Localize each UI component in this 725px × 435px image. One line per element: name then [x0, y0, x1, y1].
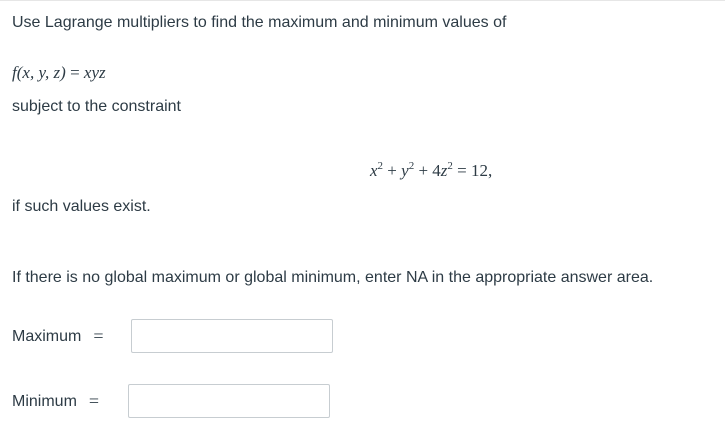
constraint-z: z	[440, 161, 448, 180]
function-equals: =	[70, 63, 80, 82]
maximum-label: Maximum	[12, 327, 82, 345]
intro-text: Use Lagrange multipliers to find the maximum and minimum values of	[12, 14, 507, 31]
function-name: f	[12, 63, 17, 82]
maximum-row	[12, 326, 104, 347]
minimum-answer-input[interactable]	[128, 384, 330, 418]
constraint-lead-text: subject to the constraint	[12, 98, 181, 115]
constraint-equals: =	[457, 161, 467, 180]
function-args: (x, y, z)	[16, 63, 66, 82]
minimum-row	[12, 391, 99, 412]
constraint-x: x	[370, 161, 378, 180]
maximum-equals: =	[93, 326, 104, 346]
constraint-y-exponent: 2	[408, 160, 415, 172]
exist-text: if such values exist.	[12, 198, 151, 215]
constraint-rhs: 12,	[471, 161, 493, 180]
constraint-plus-1: +	[387, 161, 397, 180]
maximum-answer-input[interactable]	[131, 319, 333, 353]
minimum-label: Minimum	[12, 392, 77, 410]
minimum-equals: =	[88, 391, 100, 411]
instruction-text: If there is no global maximum or global minimum, enter NA in the appropriate answer area.	[12, 269, 654, 286]
function-definition	[12, 62, 106, 84]
constraint-plus-2: +	[418, 161, 429, 180]
top-divider	[0, 0, 725, 1]
constraint-x-exponent: 2	[377, 160, 384, 172]
constraint-coefficient: 4	[432, 161, 441, 180]
function-expression: xyz	[83, 63, 106, 82]
constraint-y: y	[401, 161, 409, 180]
constraint-z-exponent: 2	[447, 160, 453, 172]
constraint-equation	[370, 160, 492, 182]
